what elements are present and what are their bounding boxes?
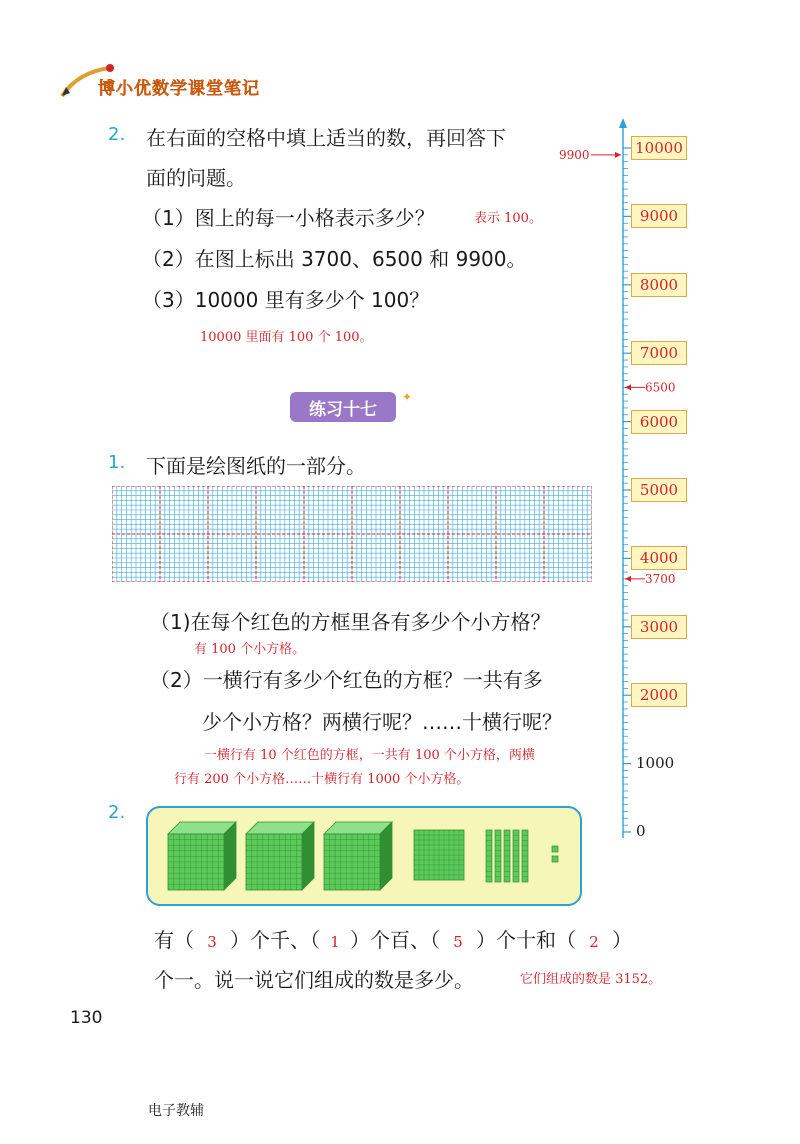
marker-label: 3700 <box>645 571 676 586</box>
blank-text-2: ）个千、（ <box>230 928 320 952</box>
ten-rod <box>486 830 492 882</box>
subquestion-1-answer: 表示 100。 <box>474 211 542 226</box>
footer-text: 电子教辅 <box>148 1103 204 1119</box>
blank-text-3: ）个百、（ <box>350 928 440 952</box>
section-title-badge <box>290 392 396 422</box>
base-ten-blocks-panel <box>146 806 582 906</box>
exercise-1-sub2-answer-line1: 一横行有 10 个红色的方框，一共有 100 个小方格，两横 <box>204 748 535 763</box>
marker-9900 <box>559 148 621 162</box>
exercise-1-sub1-answer: 有 100 个小方格。 <box>194 642 306 657</box>
marker-3700 <box>625 572 676 586</box>
scale-label-plain: 0 <box>636 822 646 840</box>
scale-label-box: 9000 <box>631 204 687 228</box>
subquestion-2: （2）在图上标出 3700、6500 和 9900。 <box>142 247 527 271</box>
marker-label: 9900 <box>559 147 590 162</box>
question-text-line2: 面的问题。 <box>146 166 246 190</box>
answer-thousands: 3 <box>207 933 217 951</box>
ten-rod <box>513 830 519 882</box>
answer-tens: 5 <box>453 933 463 951</box>
subquestion-3-answer: 10000 里面有 100 个 100。 <box>200 330 373 345</box>
exercise-1-sub1: （1)在每个红色的方框里各有多少个小方格？ <box>150 610 551 634</box>
scale-label-box: 10000 <box>631 136 687 160</box>
blank-text-1: 有（ <box>154 928 194 952</box>
axis-arrow-icon <box>619 118 627 128</box>
subquestion-1: （1）图上的每一小格表示多少？ <box>142 206 435 230</box>
subquestion-3: （3）10000 里有多少个 100？ <box>142 288 430 312</box>
scale-label-box: 8000 <box>631 273 687 297</box>
thousand-cube <box>324 822 392 890</box>
exercise-1-text: 下面是绘图纸的一部分。 <box>146 454 366 478</box>
answer-hundreds: 1 <box>330 933 340 951</box>
exercise-2-answer: 它们组成的数是 3152。 <box>520 972 662 987</box>
base-ten-blocks <box>148 808 580 904</box>
blank-text-4: ）个十和（ <box>476 928 576 952</box>
exercise-2-number: 2. <box>108 802 126 823</box>
thousand-cube <box>168 822 236 890</box>
sparkle-icon: ✦ <box>402 390 413 404</box>
marker-label: 6500 <box>645 380 676 395</box>
answer-ones: 2 <box>589 933 599 951</box>
scale-label-plain: 1000 <box>636 753 675 772</box>
blank-text-5: ） <box>612 928 632 952</box>
exercise-2-line1 <box>154 924 632 953</box>
exercise-1-sub2-line2: 少个小方格？两横行呢？……十横行呢？ <box>202 710 562 734</box>
hundred-flat <box>414 830 464 880</box>
scale-label-box: 3000 <box>631 615 687 639</box>
one-unit <box>552 856 558 862</box>
question-text-line1: 在右面的空格中填上适当的数，再回答下 <box>146 126 506 150</box>
marker-6500 <box>625 380 676 394</box>
exercise-1-sub2-line1: （2）一横行有多少个红色的方框？一共有多 <box>150 668 543 692</box>
section-title: 练习十七 <box>309 399 377 420</box>
ten-rod <box>504 830 510 882</box>
logo-text: 博小优数学课堂笔记 <box>98 79 260 99</box>
scale-label-box: 5000 <box>631 478 687 502</box>
question-number: 2. <box>108 124 126 145</box>
ten-rod <box>495 830 501 882</box>
scale-label-box: 6000 <box>631 410 687 434</box>
thousand-cube <box>246 822 314 890</box>
exercise-1-number: 1. <box>108 452 126 473</box>
exercise-2-line2: 个一。说一说它们组成的数是多少。 <box>154 968 474 992</box>
exercise-1-sub2-answer-line2: 行有 200 个小方格……十横行有 1000 个小方格。 <box>174 772 470 787</box>
scale-label-box: 4000 <box>631 546 687 570</box>
header-logo <box>58 62 308 102</box>
page-number: 130 <box>70 1008 103 1028</box>
scale-label-box: 7000 <box>631 341 687 365</box>
scale-label-box: 2000 <box>631 683 687 707</box>
ten-rod <box>522 830 528 882</box>
graph-paper <box>112 486 592 582</box>
